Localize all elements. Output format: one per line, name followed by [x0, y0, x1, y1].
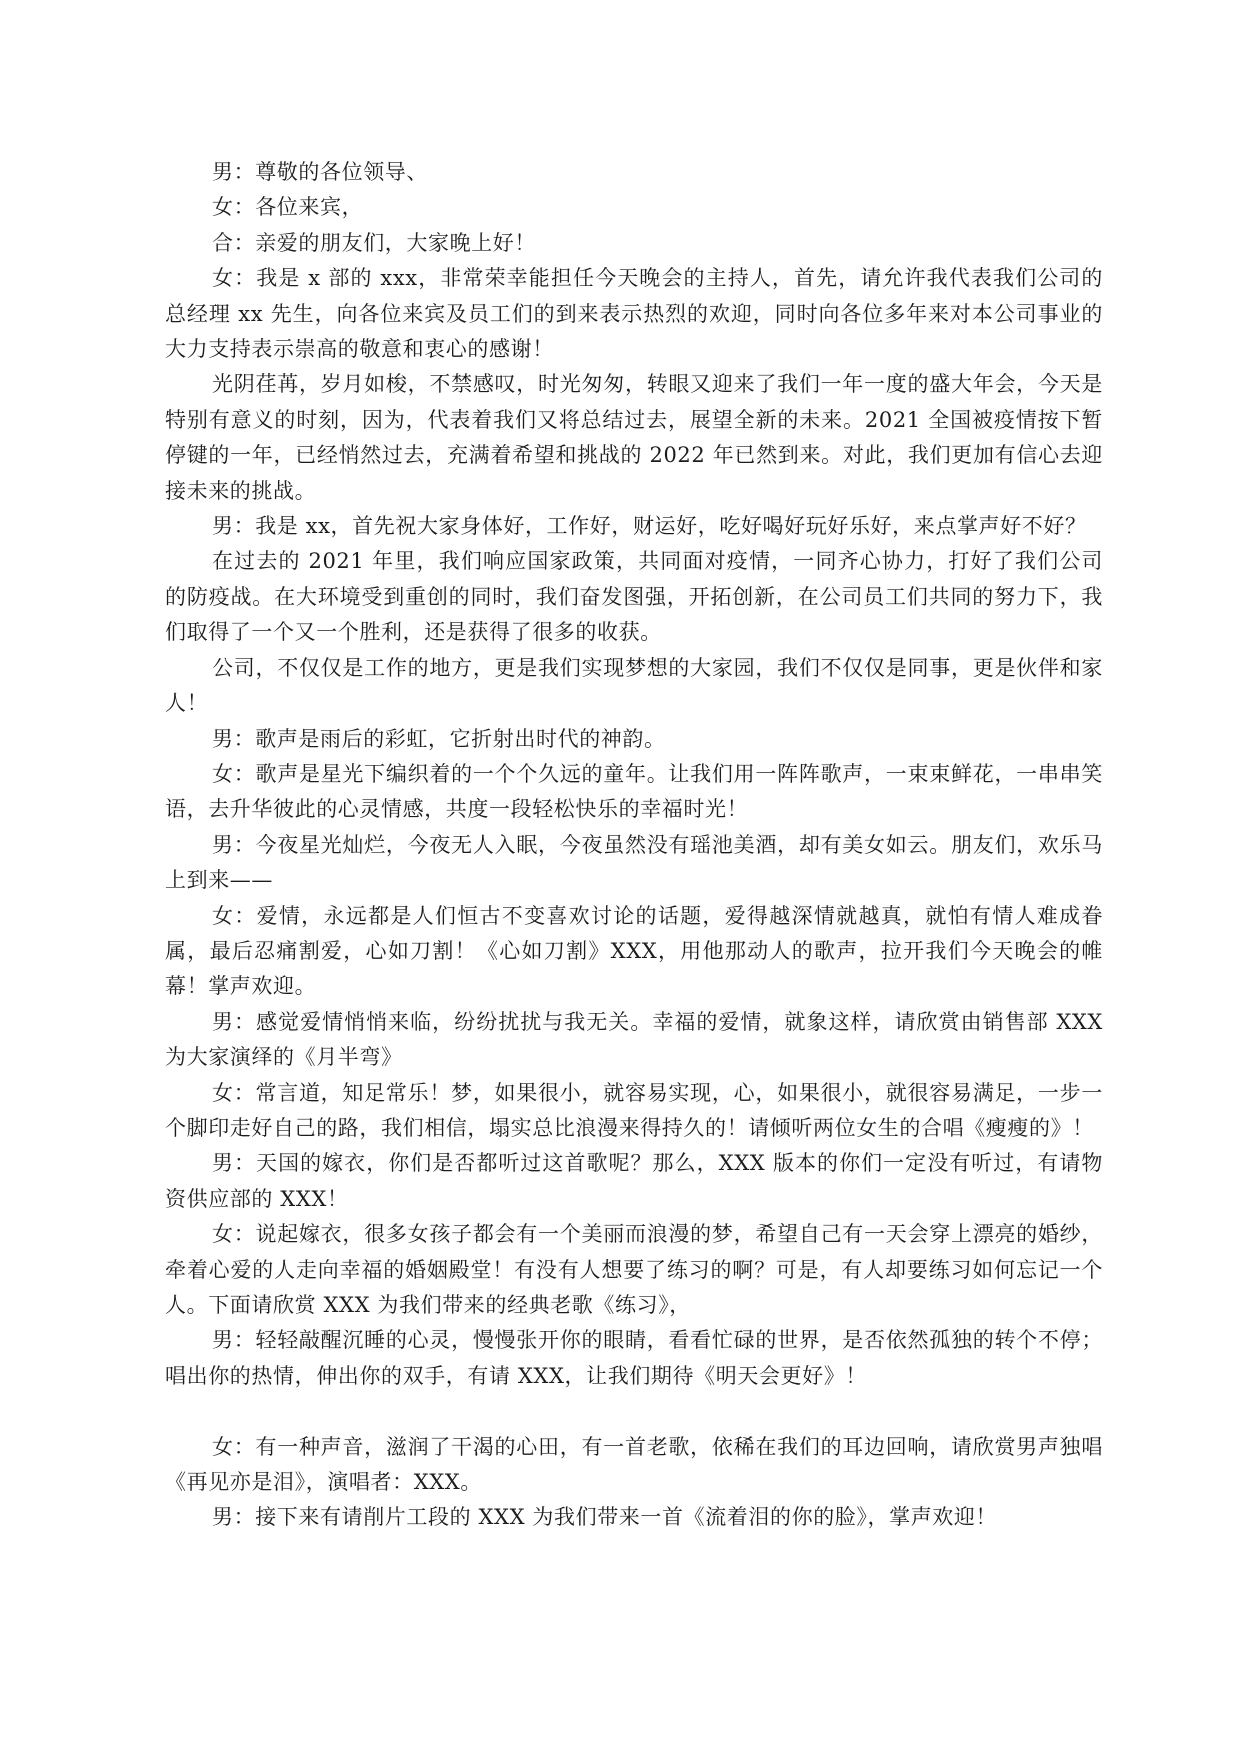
paragraph: 男：轻轻敲醒沉睡的心灵，慢慢张开你的眼睛，看看忙碌的世界，是否依然孤独的转个不停；唱出你的热情，伸出你的双手，有请 XXX，让我们期待《明天会更好》！ [165, 1328, 1103, 1388]
paragraph: 男：天国的嫁衣，你们是否都听过这首歌呢？那么，XXX 版本的你们一定没有听过，有请物资供应部的 XXX！ [165, 1151, 1103, 1211]
paragraph: 男：感觉爱情悄悄来临，纷纷扰扰与我无关。幸福的爱情，就象这样，请欣赏由销售部 XXX 为大家演绎的《月半弯》 [165, 1009, 1103, 1070]
paragraph: 女：我是 x 部的 xxx，非常荣幸能担任今天晚会的主持人，首先，请允许我代表我们公司的总经理 xx 先生，向各位来宾及员工们的到来表示热烈的欢迎，同时向各位多年来对本公司事业的大力支持表示崇高的敬意和衷心的感谢！ [165, 266, 1103, 362]
paragraph: 在过去的 2021 年里，我们响应国家政策，共同面对疫情，一同齐心协力，打好了我们公司的防疫战。在大环境受到重创的同时，我们奋发图强，开拓创新，在公司员工们共同的努力下，我们取得了一个又一个胜利，还是获得了很多的收获。 [165, 549, 1103, 645]
paragraph: 男：接下来有请削片工段的 XXX 为我们带来一首《流着泪的你的脸》，掌声欢迎！ [212, 1505, 998, 1530]
paragraph: 合：亲爱的朋友们，大家晚上好！ [212, 230, 536, 255]
paragraph: 男：尊敬的各位领导、 [212, 160, 428, 184]
paragraph: 男：歌声是雨后的彩虹，它折射出时代的神韵。 [212, 726, 666, 751]
paragraph: 女：常言道，知足常乐！梦，如果很小，就容易实现，心，如果很小，就很容易满足，一步一个脚印走好自己的路，我们相信，塌实总比浪漫来得持久的！请倾听两位女生的合唱《瘦瘦的》！ [165, 1080, 1103, 1140]
paragraph: 公司，不仅仅是工作的地方，更是我们实现梦想的大家园，我们不仅仅是同事，更是伙伴和家人！ [165, 655, 1103, 716]
paragraph: 女：说起嫁衣，很多女孩子都会有一个美丽而浪漫的梦，希望自己有一天会穿上漂亮的婚纱，牵着心爱的人走向幸福的婚姻殿堂！有没有人想要了练习的啊？可是，有人却要练习如何忘记一个人。下面请欣赏 XXX 为我们带来的经典老歌《练习》， [165, 1222, 1103, 1317]
paragraph: 光阴荏苒，岁月如梭，不禁感叹，时光匆匆，转眼又迎来了我们一年一度的盛大年会，今天是特别有意义的时刻，因为，代表着我们又将总结过去，展望全新的未来。2021 全国被疫情按下暂停键的一年，已经悄然过去，充满着希望和挑战的 2022 年已然到来。对此，我们更加有信心去迎接未来的挑战。 [165, 372, 1103, 503]
paragraph: 男：今夜星光灿烂，今夜无人入眠，今夜虽然没有瑶池美酒，却有美女如云。朋友们，欢乐马上到来—— [165, 832, 1103, 893]
document-body [165, 155, 1103, 1536]
paragraph: 女：有一种声音，滋润了干渴的心田，有一首老歌，依稀在我们的耳边回响，请欣赏男声独唱《再见亦是泪》，演唱者：XXX。 [165, 1434, 1103, 1495]
paragraph: 女：歌声是星光下编织着的一个个久远的童年。让我们用一阵阵歌声，一束束鲜花，一串串笑语，去升华彼此的心灵情感，共度一段轻松快乐的幸福时光！ [165, 761, 1103, 822]
paragraph: 女：各位来宾， [212, 195, 364, 220]
paragraph: 男：我是 xx，首先祝大家身体好，工作好，财运好，吃好喝好玩好乐好，来点掌声好不好？ [212, 514, 1087, 539]
paragraph: 女：爱情，永远都是人们恒古不变喜欢讨论的话题，爱得越深情就越真，就怕有情人难成眷属，最后忍痛割爱，心如刀割！《心如刀割》XXX，用他那动人的歌声，拉开我们今天晚会的帷幕！掌声欢迎。 [165, 903, 1103, 999]
blank-line [165, 1394, 1103, 1429]
